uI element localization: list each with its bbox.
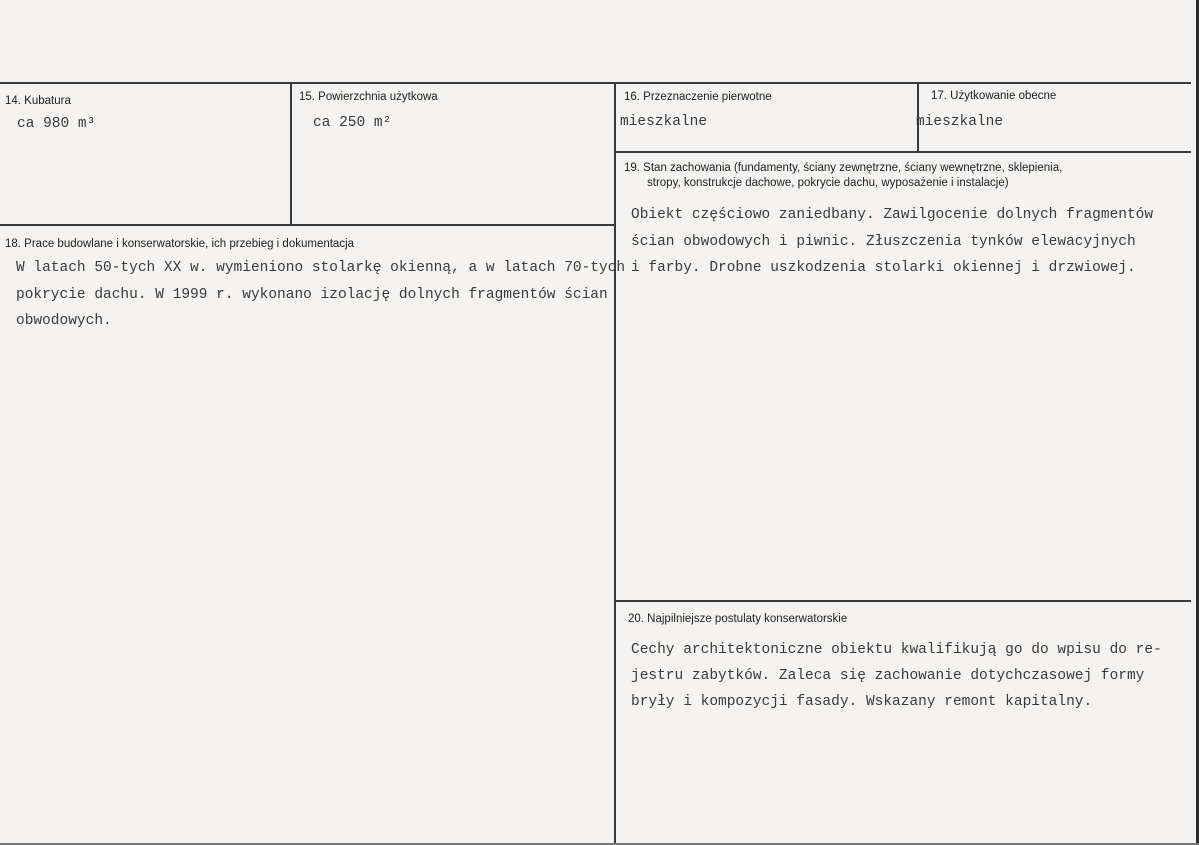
field-18-label: 18. Prace budowlane i konserwatorskie, ich przebieg i dokumentacja: [5, 238, 355, 250]
divider-main-vertical: [614, 82, 616, 845]
rule-19-bottom: [615, 600, 1191, 602]
field-15-label: 15. Powierzchnia użytkowa: [299, 91, 438, 103]
field-19-line-2: ścian obwodowych i piwnic. Złuszczenia tynków elewacyjnych: [631, 234, 1136, 250]
top-rule: [0, 82, 1191, 84]
divider-14-15: [290, 82, 292, 225]
field-19-label-line-2: stropy, konstrukcje dachowe, pokrycie dachu, wyposażenie i instalacje): [647, 177, 1009, 189]
field-17-value: mieszkalne: [916, 114, 1004, 130]
field-20-label: 20. Najpilniejsze postulaty konserwatorskie: [628, 613, 848, 625]
field-20-line-2: jestru zabytków. Zaleca się zachowanie dotychczasowej formy: [631, 668, 1145, 684]
field-14-value: ca 980 m³: [17, 116, 96, 132]
field-18-line-2: pokrycie dachu. W 1999 r. wykonano izolację dolnych fragmentów ścian: [16, 287, 608, 303]
field-15-value: ca 250 m²: [313, 115, 392, 131]
field-16-value: mieszkalne: [620, 114, 708, 130]
field-19-line-1: Obiekt częściowo zaniedbany. Zawilgocenie dolnych fragmentów: [631, 207, 1154, 223]
field-14-label: 14. Kubatura: [5, 95, 71, 107]
field-16-label: 16. Przeznaczenie pierwotne: [624, 91, 772, 103]
rule-16-17-bottom: [615, 151, 1191, 153]
field-18-line-1: W latach 50-tych XX w. wymieniono stolarkę okienną, a w latach 70-tych: [16, 260, 626, 276]
field-19-line-3: i farby. Drobne uszkodzenia stolarki okiennej i drzwiowej.: [631, 260, 1136, 276]
field-20-line-3: bryły i kompozycji fasady. Wskazany remont kapitalny.: [631, 694, 1093, 710]
field-17-label: 17. Użytkowanie obecne: [931, 90, 1057, 102]
field-18-line-3: obwodowych.: [16, 313, 112, 329]
rule-15-14-bottom: [0, 224, 615, 226]
field-19-label-line-1: 19. Stan zachowania (fundamenty, ściany zewnętrzne, ściany wewnętrzne, sklepienia,: [624, 162, 1063, 174]
field-20-line-1: Cechy architektoniczne obiektu kwalifikują go do wpisu do re-: [631, 642, 1162, 658]
